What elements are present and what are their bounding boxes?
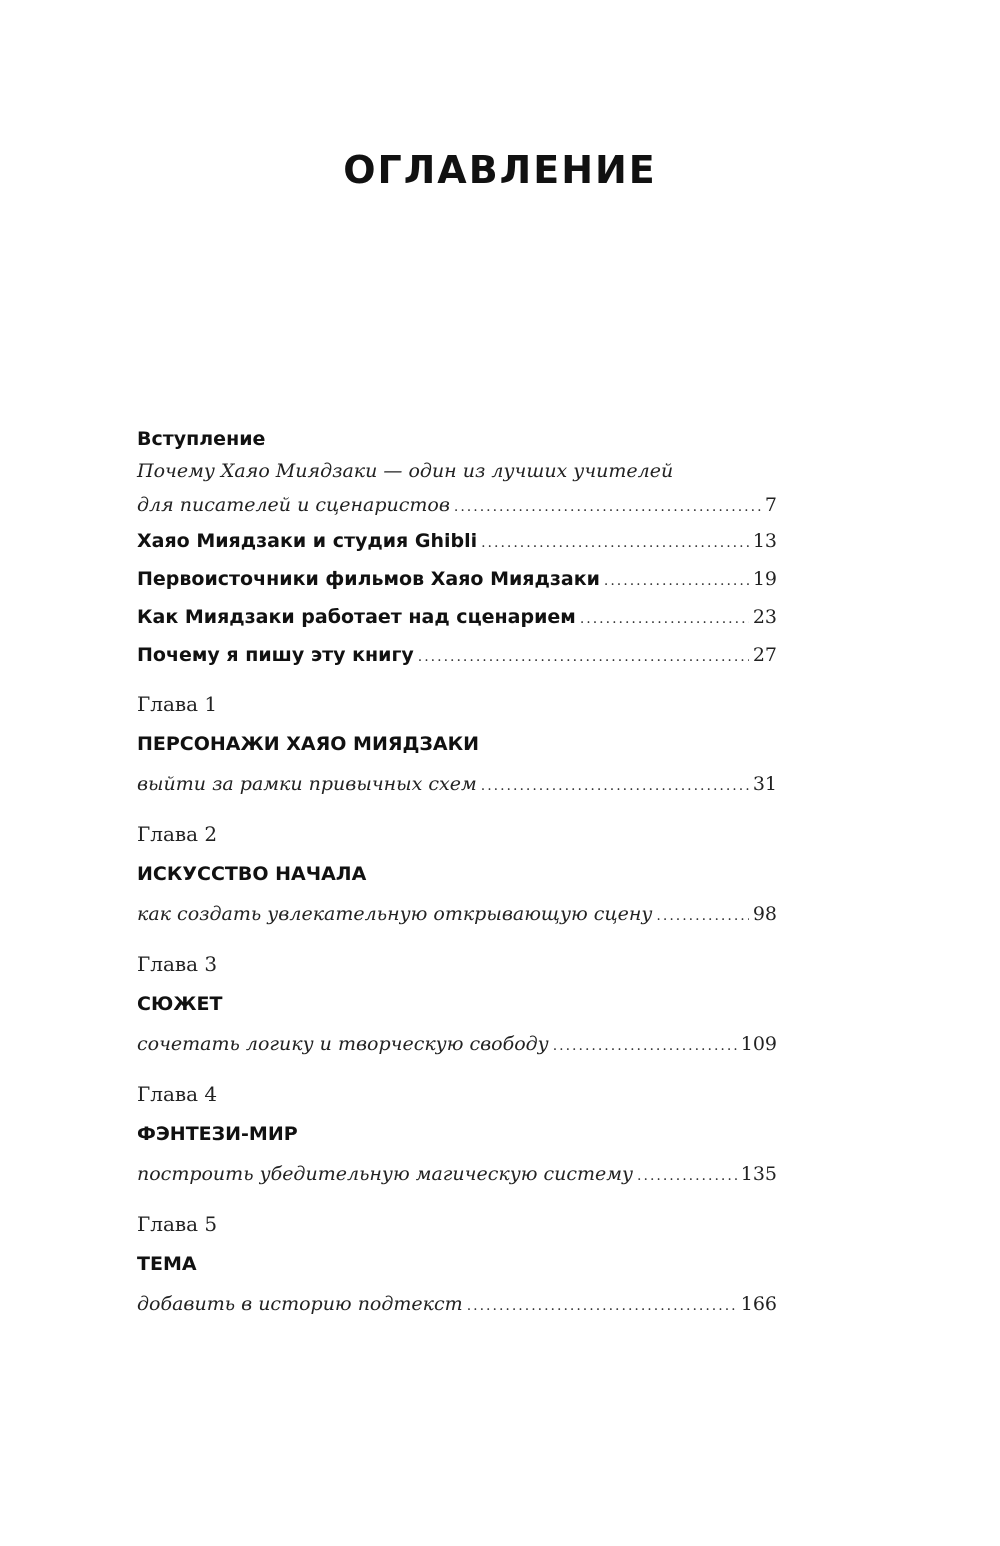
page-number: 31 [752,773,777,795]
dot-leader [481,766,749,806]
chapter-subtitle-row [137,1284,777,1324]
toc-entry [137,598,777,636]
page-number: 27 [752,644,777,666]
chapter-number-row [137,1204,777,1244]
chapter-number: Глава 2 [137,822,218,846]
chapter-title-row [137,724,777,764]
dot-leader [604,562,749,600]
chapter-subtitle-row [137,1154,777,1194]
chapter-subtitle: выйти за рамки привычных схем [137,773,477,795]
toc-entry-label: Как Миядзаки работает над сценарием [137,606,576,628]
dot-leader [467,1286,737,1326]
toc-entry [137,560,777,598]
chapter-number: Глава 1 [137,692,218,716]
chapter-title: ПЕРСОНАЖИ ХАЯО МИЯДЗАКИ [137,733,480,755]
chapter-subtitle-row [137,1024,777,1064]
page-number: 23 [752,606,777,628]
toc-entry-label: Хаяо Миядзаки и студия Ghibli [137,530,478,552]
intro-heading: Вступление [137,428,266,450]
toc-entry [137,636,777,674]
intro-subtitle-line1: Почему Хаяо Миядзаки — один из лучших учителей [137,460,674,482]
page-number: 19 [752,568,777,590]
dot-leader [656,896,748,936]
page-number: 7 [764,494,777,516]
dot-leader [454,490,761,524]
dot-leader [553,1026,737,1066]
chapter-number-row [137,684,777,724]
page-number: 109 [740,1033,777,1055]
chapter-number: Глава 3 [137,952,218,976]
toc-entry-label: Почему я пишу эту книгу [137,644,414,666]
intro-subtitle-line2: для писателей и сценаристов [137,494,450,516]
page-number: 166 [740,1293,777,1315]
dot-leader [481,524,749,562]
chapter-title: ИСКУССТВО НАЧАЛА [137,863,367,885]
chapter-subtitle-row [137,894,777,934]
intro-subtitle-line2-row [137,488,777,522]
toc-entry [137,522,777,560]
table-of-contents [137,424,777,1324]
toc-entry-label: Первоисточники фильмов Хаяо Миядзаки [137,568,600,590]
page-number: 135 [740,1163,777,1185]
chapter-title: СЮЖЕТ [137,993,223,1015]
chapter-number-row [137,944,777,984]
chapter-subtitle: как создать увлекательную открывающую сцену [137,903,653,925]
chapter-title: ТЕМА [137,1253,197,1275]
chapter-number: Глава 5 [137,1212,218,1236]
intro-heading-row [137,424,777,454]
dot-leader [418,638,749,676]
chapter-title-row [137,1114,777,1154]
chapter-number-row [137,814,777,854]
chapter-subtitle: сочетать логику и творческую свободу [137,1033,549,1055]
page-number: 13 [752,530,777,552]
chapter-subtitle: построить убедительную магическую систему [137,1163,634,1185]
chapter-title: ФЭНТЕЗИ-МИР [137,1123,298,1145]
dot-leader [580,600,749,638]
page-title: ОГЛАВЛЕНИЕ [343,148,657,192]
page-number: 98 [752,903,777,925]
chapter-title-row [137,854,777,894]
chapter-title-row [137,1244,777,1284]
intro-subtitle-line1-row [137,454,777,488]
chapter-number: Глава 4 [137,1082,218,1106]
chapter-subtitle: добавить в историю подтекст [137,1293,463,1315]
chapter-number-row [137,1074,777,1114]
dot-leader [637,1156,737,1196]
chapter-subtitle-row [137,764,777,804]
chapter-title-row [137,984,777,1024]
